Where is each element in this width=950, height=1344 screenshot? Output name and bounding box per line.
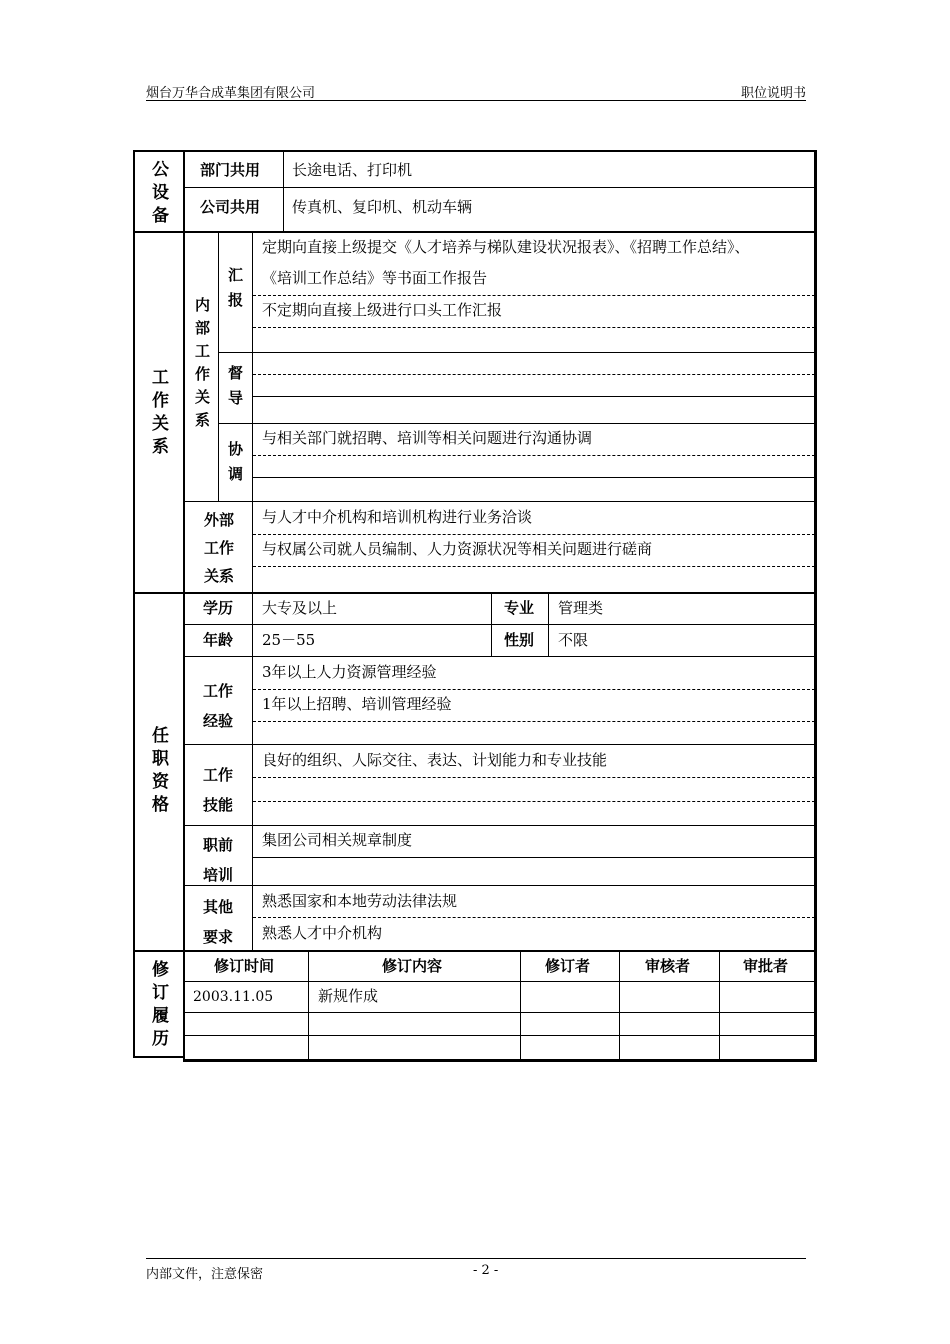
other-line-1: 熟悉国家和本地劳动法律法规 (262, 892, 458, 910)
line (253, 477, 815, 478)
internal-relations-label: 内部工作关系 (193, 297, 211, 435)
line (185, 981, 815, 982)
dash (253, 777, 815, 778)
qual-col-line (252, 594, 253, 950)
experience-label: 工作 经验 (203, 682, 234, 730)
line (619, 952, 620, 1060)
internal-col-line (218, 233, 219, 501)
dash (253, 374, 815, 375)
dash (253, 455, 815, 456)
external-line-1: 与人才中介机构和培训机构进行业务洽谈 (262, 508, 533, 526)
major-value: 管理类 (558, 599, 604, 617)
report-line-1: 定期向直接上级提交《人才培养与梯队建设状况报表》、《招聘工作总结》、 (262, 238, 750, 256)
rev-header-time: 修订时间 (214, 957, 275, 975)
supervise-bottom-line (219, 423, 815, 424)
divider-equipment (133, 231, 817, 233)
rev-row-1-time: 2003.11.05 (193, 989, 274, 1005)
equip-value-dept: 长途电话、打印机 (292, 161, 413, 179)
frame-bottom (183, 1059, 817, 1062)
dash (253, 721, 815, 722)
dash (253, 917, 815, 918)
section-revision: 修订履历 (148, 960, 168, 1052)
equip-value-company: 传真机、复印机、机动车辆 (292, 198, 473, 216)
rev-header-content: 修订内容 (382, 957, 443, 975)
internal-bottom-line (185, 501, 815, 502)
confidential-note: 内部文件，注意保密 (146, 1267, 264, 1282)
rev-header-reviser: 修订者 (545, 957, 591, 975)
section-equipment: 公设备 (148, 159, 168, 229)
line (185, 624, 815, 625)
dash (253, 566, 815, 567)
major-label: 专业 (504, 599, 535, 617)
education-value: 大专及以上 (262, 599, 338, 617)
experience-line-1: 3年以上人力资源管理经验 (262, 663, 437, 681)
line (253, 857, 815, 858)
equip-row-line (185, 187, 815, 188)
line (308, 952, 309, 1060)
skills-line-1: 良好的组织、人际交往、表达、计划能力和专业技能 (262, 751, 608, 769)
frame-top (133, 150, 817, 152)
age-value: 25－55 (262, 631, 316, 649)
other-label: 其他 要求 (203, 898, 234, 946)
equip-col-line (283, 151, 284, 232)
line (185, 1012, 815, 1013)
gender-label: 性别 (504, 631, 535, 649)
coordinate-label: 协调 (226, 441, 244, 491)
education-label: 学历 (203, 599, 234, 617)
dash (253, 327, 815, 328)
dash (253, 801, 815, 802)
frame-left (133, 150, 135, 1058)
report-bottom-line (219, 352, 815, 353)
divider-relations (133, 592, 817, 594)
line (185, 885, 815, 886)
line (253, 396, 815, 397)
line (185, 744, 815, 745)
frame-right (814, 150, 817, 1061)
frame-bottom-left (133, 1056, 183, 1058)
age-label: 年龄 (203, 631, 234, 649)
experience-line-2: 1年以上招聘、培训管理经验 (262, 695, 452, 713)
report-line-2: 《培训工作总结》等书面工作报告 (262, 269, 488, 287)
equip-label-company: 公司共用 (200, 198, 261, 216)
line (185, 1035, 815, 1036)
dash (253, 689, 815, 690)
doc-type: 职位说明书 (740, 86, 806, 101)
equip-label-dept: 部门共用 (200, 161, 261, 179)
external-relations-label: 外部 工作 关系 (204, 511, 235, 585)
supervise-label: 督导 (226, 365, 244, 415)
training-label: 职前 培训 (203, 836, 234, 884)
coordinate-line-1: 与相关部门就招聘、培训等相关问题进行沟通协调 (262, 429, 593, 447)
page-number: - 2 - (473, 1263, 499, 1278)
report-line-3: 不定期向直接上级进行口头工作汇报 (262, 301, 503, 319)
report-label: 汇报 (226, 267, 244, 317)
line (491, 594, 492, 656)
line (719, 952, 720, 1060)
line (185, 825, 815, 826)
dash (253, 295, 815, 296)
page-footer (146, 1258, 806, 1281)
rev-header-approver: 审批者 (743, 957, 789, 975)
rev-header-reviewer: 审核者 (645, 957, 691, 975)
line (548, 594, 549, 656)
section-column-divider (183, 150, 185, 1060)
skills-label: 工作 技能 (203, 766, 234, 814)
company-name: 烟台万华合成革集团有限公司 (146, 86, 316, 101)
training-line-1: 集团公司相关规章制度 (262, 831, 413, 849)
gender-value: 不限 (558, 631, 589, 649)
dash (253, 534, 815, 535)
external-line-2: 与权属公司就人员编制、人力资源状况等相关问题进行磋商 (262, 540, 653, 558)
rev-row-1-content: 新规作成 (318, 987, 379, 1005)
other-line-2: 熟悉人才中介机构 (262, 924, 383, 942)
line (520, 952, 521, 1060)
section-relations: 工作关系 (148, 368, 168, 460)
section-qualifications: 任职资格 (148, 726, 168, 818)
subcat-col-line (252, 233, 253, 593)
line (185, 656, 815, 657)
